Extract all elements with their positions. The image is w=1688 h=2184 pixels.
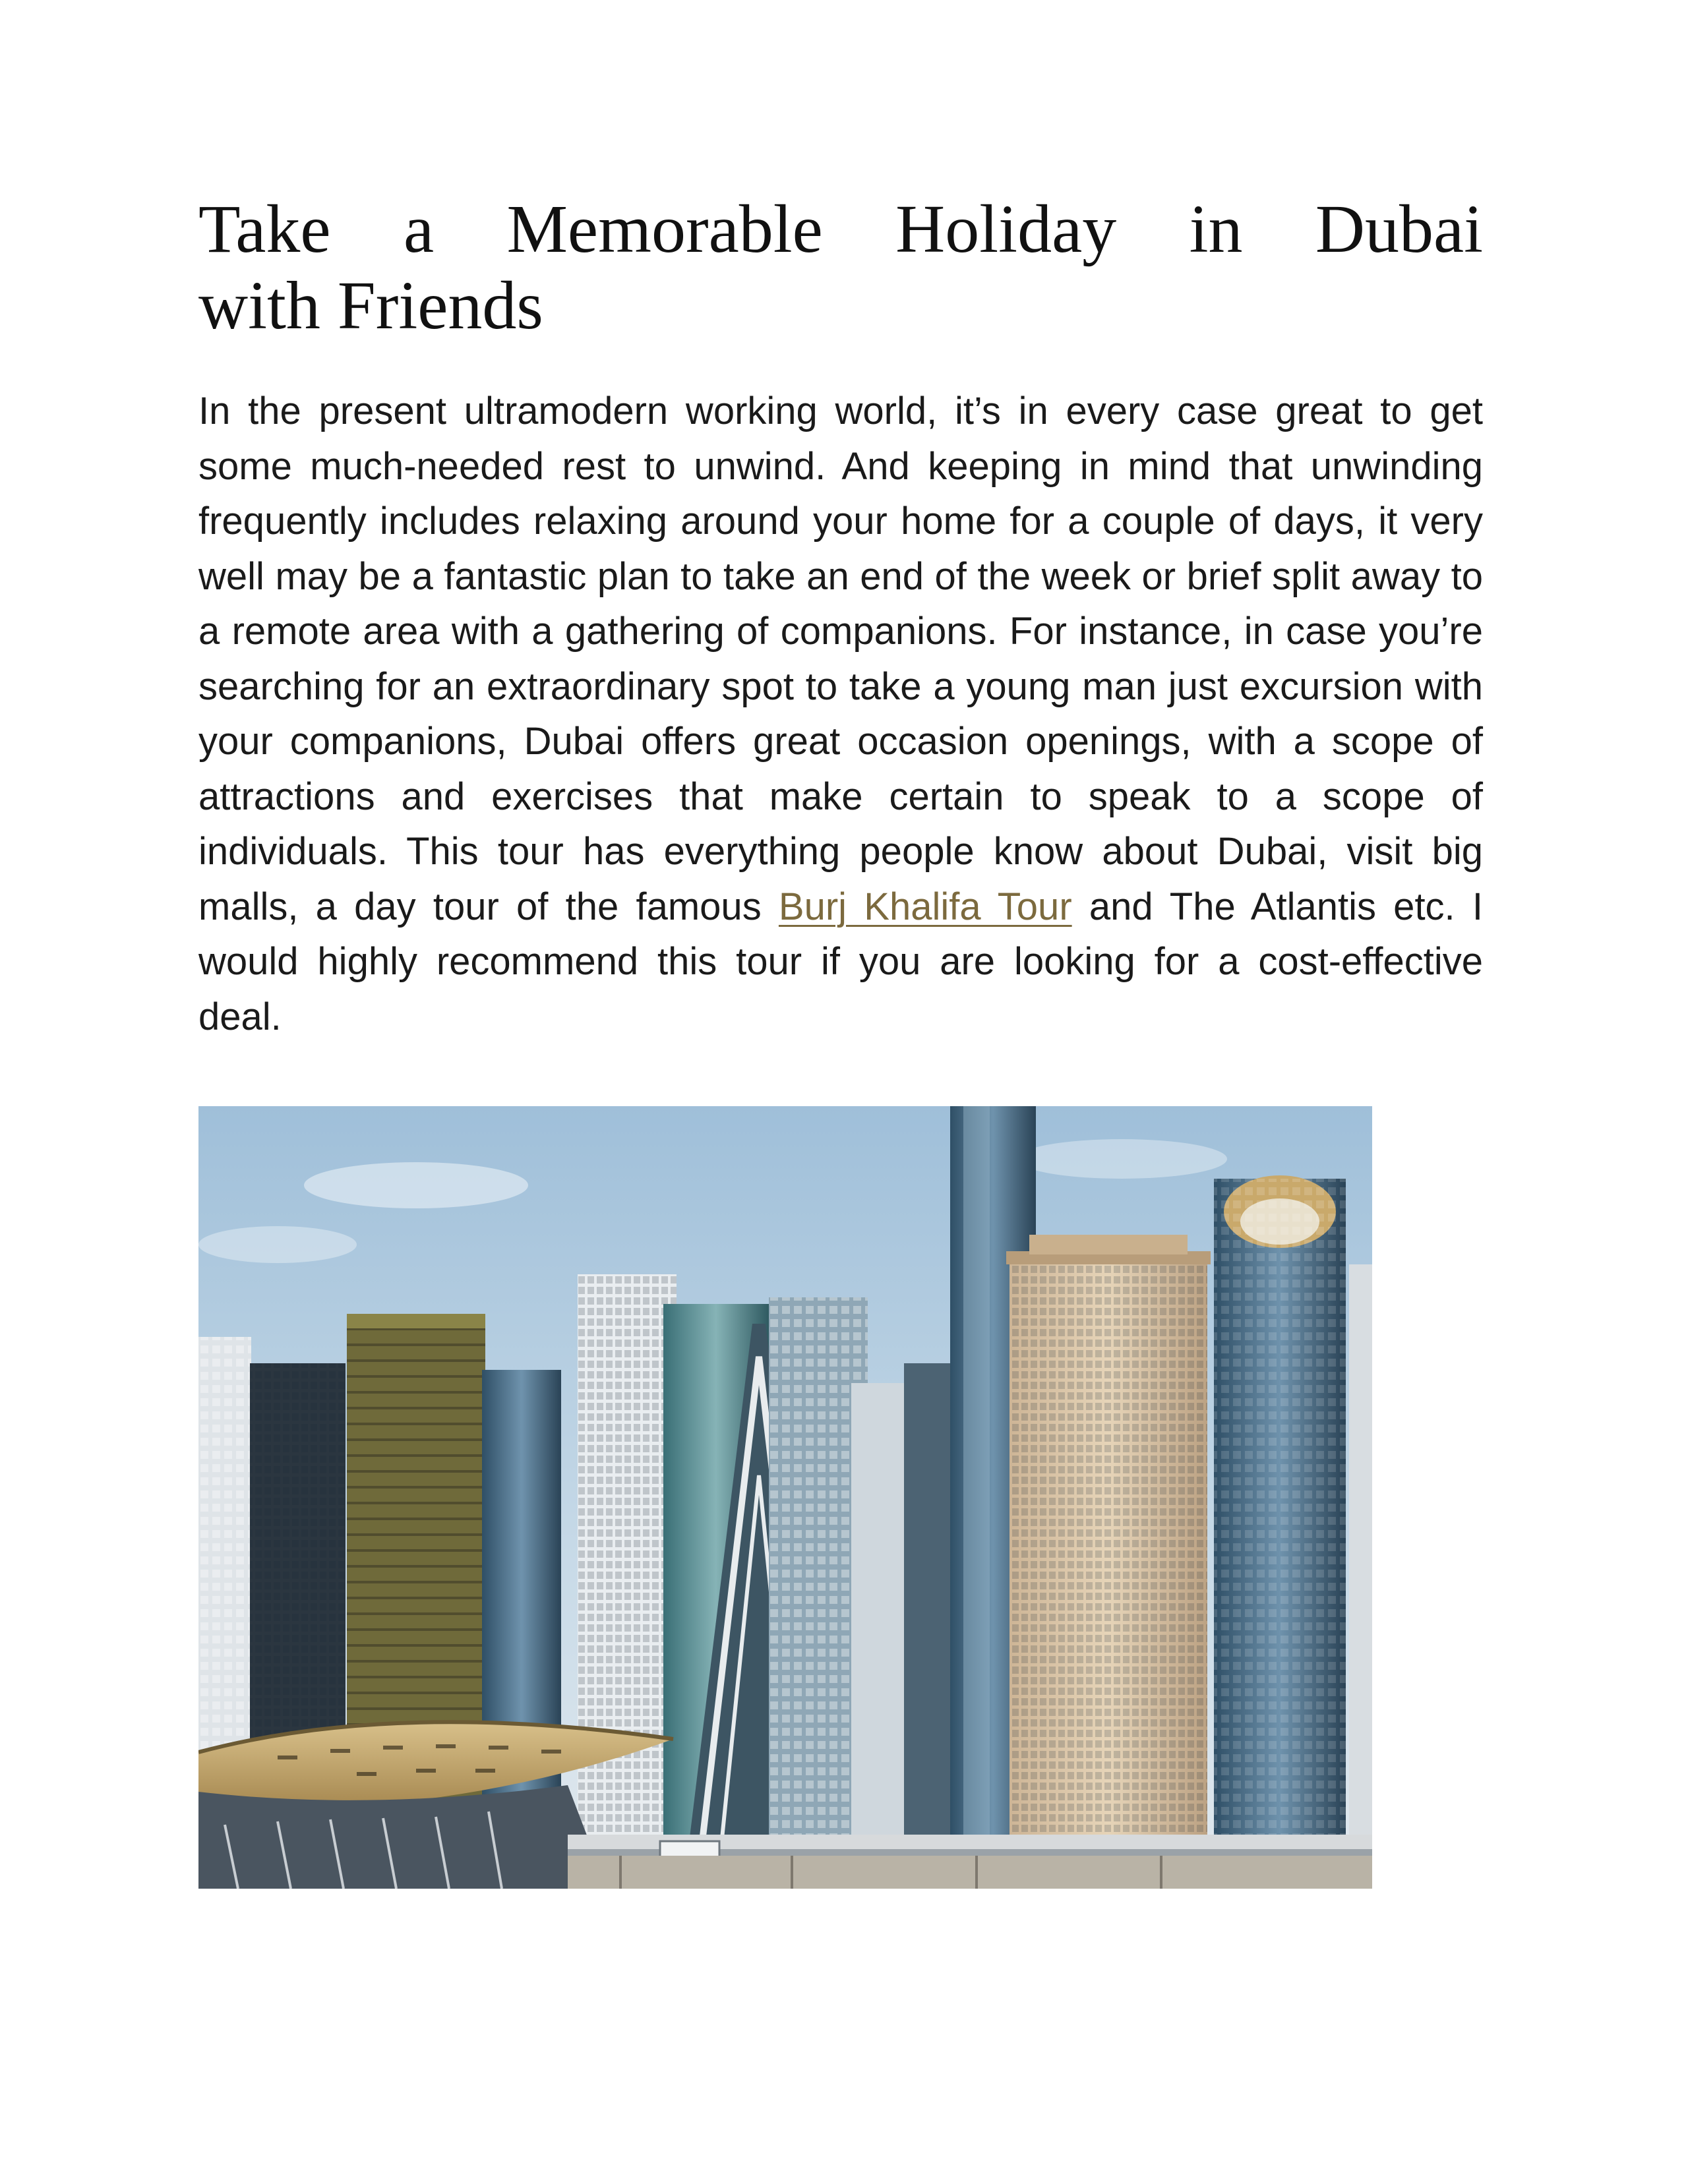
paragraph-text-start: In the present ultramodern working world, it’s in every case great to get some much-needed rest to unwind. And keeping in mind that unwinding frequently includes relaxing around your home for a couple of days, it very well may be a fantastic plan to take an end of the week or brief split away to a remote area with a gathering of companions. For instance, in case you’re searching for an extraordinary spot to take a young man just excursion with your companions, Dubai offers great occasion openings, with a scope of attractions and exercises that make certain to speak to a scope of individuals. This tour has everything people know about Dubai, visit big malls, a day tour of the famous [198,390,1483,928]
article [198,191,1483,1044]
paragraph-text-end: and The Atlantis etc. I would highly recommend this tour if you are looking for a cost-effective deal. [198,885,1484,1038]
skyline-illustration [198,1106,1372,1889]
article-title [198,191,1483,344]
article-title-line1: Take a Memorable Holiday in Dubai [198,191,1483,267]
burj-khalifa-tour-link[interactable]: Burj Khalifa Tour [778,885,1072,928]
article-paragraph [198,384,1483,1044]
dubai-skyline-photo [198,1106,1372,1889]
article-title-line2: with Friends [198,268,543,343]
